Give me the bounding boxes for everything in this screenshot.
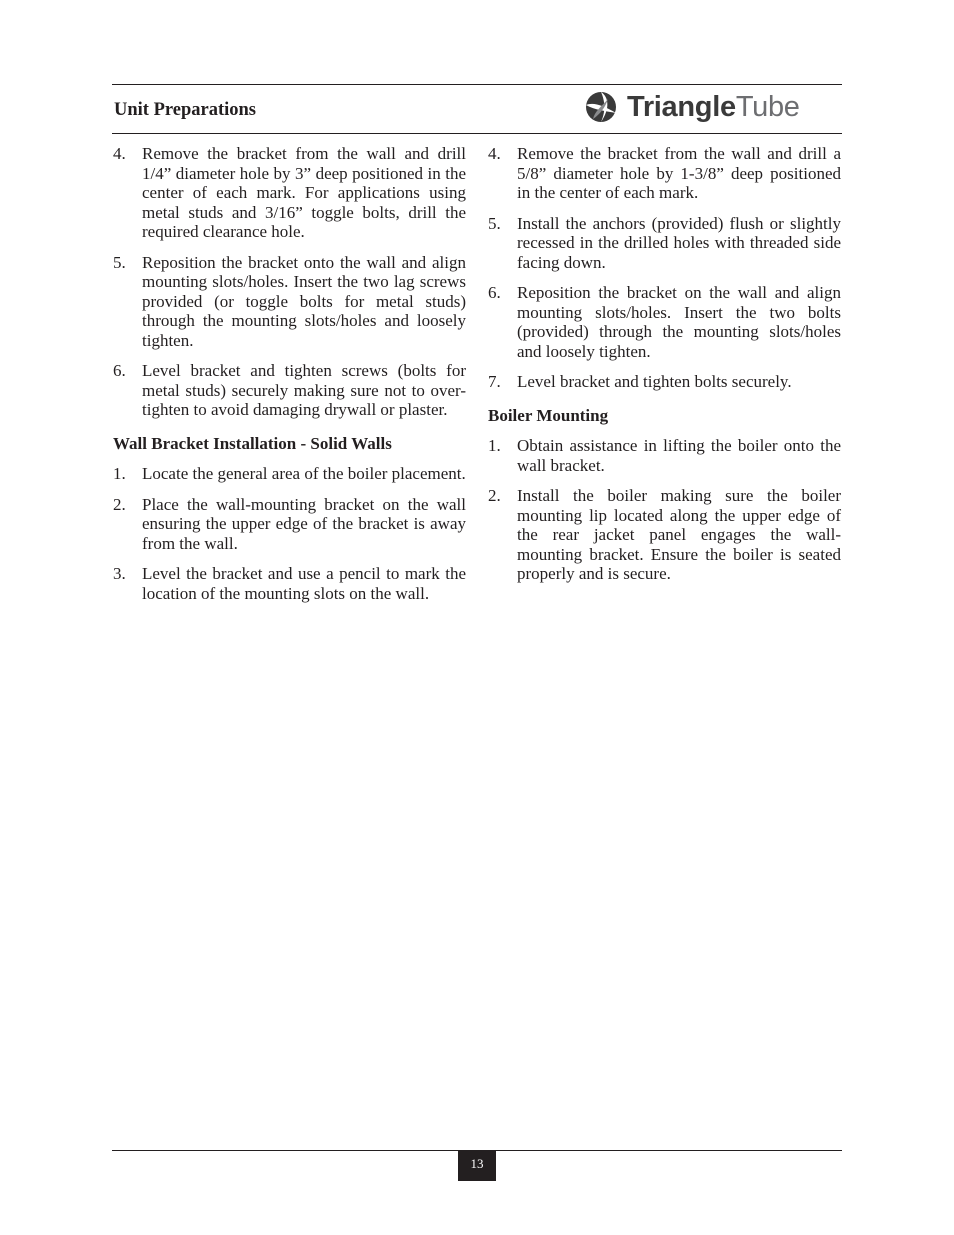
boiler-mounting-steps-list	[488, 436, 841, 584]
list-item-number: 4.	[488, 144, 501, 163]
list-item	[488, 486, 841, 584]
list-item-number: 5.	[113, 252, 126, 272]
header-bottom-rule	[112, 133, 842, 134]
list-item-text: Place the wall-mounting bracket on the wall ensuring the upper edge of the bracket is away from the wall.	[142, 494, 466, 553]
logo-word-triangle: Triangle	[627, 91, 736, 123]
list-item-number: 4.	[113, 144, 126, 163]
header-top-rule	[112, 84, 842, 85]
logo-wordmark	[627, 88, 800, 126]
section-title: Unit Preparations	[114, 100, 257, 120]
list-item-number: 7.	[488, 372, 501, 391]
page-number: 13	[458, 1150, 496, 1181]
list-item	[113, 564, 466, 603]
brand-logo	[583, 88, 841, 126]
list-item-text: Install the anchors (provided) flush or slightly recessed in the drilled holes with threaded side facing down.	[517, 213, 841, 272]
list-item-number: 1.	[488, 436, 501, 455]
list-item	[488, 214, 841, 273]
right-column	[488, 144, 841, 595]
list-item-number: 2.	[488, 486, 501, 505]
list-item	[488, 144, 841, 203]
list-item-text: Level bracket and tighten bolts securely.	[517, 372, 792, 391]
list-item-number: 2.	[113, 494, 126, 514]
list-item-text: Install the boiler making sure the boiler mounting lip located along the upper edge of the rear jacket panel engages the wall-mounting bracket. Ensure the boiler is seated properly and is secure.	[517, 486, 841, 583]
list-item-number: 6.	[488, 283, 501, 302]
list-item-number: 5.	[488, 213, 501, 233]
left-column	[113, 144, 466, 614]
list-item	[113, 144, 466, 242]
subsection-heading: Boiler Mounting	[488, 405, 609, 425]
solid-walls-steps-list	[113, 464, 466, 603]
right-steps-list	[488, 144, 841, 392]
list-item-text: Remove the bracket from the wall and drill 1/4” diameter hole by 3” deep positioned in the center of each mark. For applications using metal studs and 3/16” toggle bolts, drill the required clearance hole.	[142, 144, 466, 241]
list-item	[113, 464, 466, 484]
left-steps-list	[113, 144, 466, 420]
list-item-text: Level bracket and tighten screws (bolts for metal studs) securely making sure not to over-tighten to avoid damaging drywall or plaster.	[142, 361, 466, 419]
list-item	[488, 436, 841, 475]
list-item-number: 1.	[113, 464, 126, 483]
list-item-text: Level the bracket and use a pencil to mark the location of the mounting slots on the wall.	[142, 564, 466, 603]
list-item	[488, 372, 841, 392]
list-item-text: Remove the bracket from the wall and drill a 5/8” diameter hole by 1-3/8” deep positioned in the center of each mark.	[517, 144, 841, 202]
list-item-text: Locate the general area of the boiler placement.	[142, 464, 466, 483]
list-item	[113, 253, 466, 351]
logo-word-tube: Tube	[735, 91, 800, 123]
list-item-text: Obtain assistance in lifting the boiler onto the wall bracket.	[517, 436, 841, 475]
list-item	[113, 361, 466, 420]
list-item	[488, 283, 841, 361]
list-item	[113, 495, 466, 554]
list-item-text: Reposition the bracket onto the wall and align mounting slots/holes. Insert the two lag screws provided (or toggle bolts for metal studs) through the mounting slots/holes and loosely tighten.	[142, 252, 466, 350]
list-item-number: 6.	[113, 361, 126, 380]
triangle-tube-logo-icon	[583, 89, 619, 125]
list-item-text: Reposition the bracket on the wall and align mounting slots/holes. Insert the two bolts (provided) through the mounting slots/holes and loosely tighten.	[517, 283, 841, 361]
subsection-heading: Wall Bracket Installation - Solid Walls	[113, 433, 392, 453]
list-item-number: 3.	[113, 564, 126, 583]
